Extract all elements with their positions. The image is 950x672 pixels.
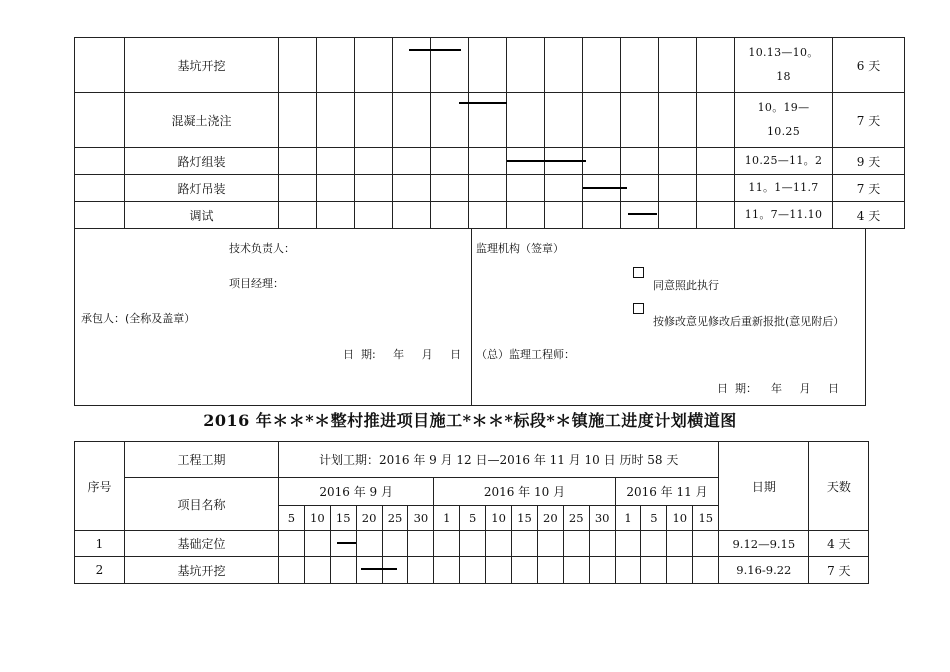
item-name: 调试 — [125, 202, 279, 229]
seq-cell — [75, 38, 125, 93]
date-header: 日期 — [719, 442, 809, 531]
day-tick: 25 — [382, 506, 408, 531]
day-tick: 15 — [330, 506, 356, 531]
gantt-bar — [628, 213, 657, 215]
revise-option-label: 按修改意见修改后重新报批(意见附后） — [653, 315, 845, 328]
day-tick: 5 — [641, 506, 667, 531]
table-row — [75, 38, 905, 93]
date-cell: 11。7—11.10 — [735, 202, 833, 229]
days-cell: 7 天 — [833, 175, 905, 202]
day-tick: 10 — [667, 506, 693, 531]
date-cell: 10.25—11。2 — [735, 148, 833, 175]
item-name: 基坑开挖 — [125, 557, 279, 584]
days-header: 天数 — [809, 442, 869, 531]
date-cell: 9.16-9.22 — [719, 557, 809, 584]
date-left-label: 日 期: 年 月 日 — [343, 348, 462, 361]
page-title: 2016 年＊＊*＊整村推进项目施工*＊＊*标段*＊镇施工进度计划横道图 — [203, 411, 737, 430]
day-tick: 5 — [279, 506, 305, 531]
contractor-label: 承包人：(全称及盖章） — [81, 312, 196, 325]
table-row — [75, 148, 905, 175]
item-name: 路灯吊装 — [125, 175, 279, 202]
month-oct: 2016 年 10 月 — [434, 478, 615, 506]
header-row — [75, 442, 869, 478]
table-row — [75, 531, 869, 557]
month-sep: 2016 年 9 月 — [279, 478, 434, 506]
day-tick: 10 — [486, 506, 512, 531]
days-cell: 9 天 — [833, 148, 905, 175]
day-tick: 25 — [563, 506, 589, 531]
seq-cell: 2 — [75, 557, 125, 584]
gantt-bar — [337, 542, 356, 544]
table-row — [75, 175, 905, 202]
date-cell: 10。19— 10.25 — [735, 93, 833, 148]
day-tick: 15 — [693, 506, 719, 531]
day-tick: 30 — [589, 506, 615, 531]
agree-option-label: 同意照此执行 — [653, 279, 719, 292]
item-name: 基坑开挖 — [125, 38, 279, 93]
item-name: 混凝土浇注 — [125, 93, 279, 148]
table-row — [75, 202, 905, 229]
days-cell: 6 天 — [833, 38, 905, 93]
date-cell: 9.12—9.15 — [719, 531, 809, 557]
item-name: 路灯组装 — [125, 148, 279, 175]
item-header: 项目名称 — [125, 478, 279, 531]
top-schedule-table — [74, 37, 905, 229]
table-row — [75, 557, 869, 584]
month-nov: 2016 年 11 月 — [615, 478, 719, 506]
agree-checkbox[interactable] — [633, 267, 644, 278]
day-tick: 30 — [408, 506, 434, 531]
project-manager-label: 项目经理： — [229, 277, 284, 290]
day-tick: 20 — [356, 506, 382, 531]
day-tick: 20 — [537, 506, 563, 531]
period-header: 工程工期 — [125, 442, 279, 478]
seq-cell: 1 — [75, 531, 125, 557]
date-cell: 11。1—11.7 — [735, 175, 833, 202]
days-cell: 4 天 — [809, 531, 869, 557]
day-tick: 5 — [460, 506, 486, 531]
planned-period: 计划工期：2016 年 9 月 12 日—2016 年 11 月 10 日 历时 58 天 — [279, 442, 719, 478]
table-row — [75, 93, 905, 148]
item-name: 基础定位 — [125, 531, 279, 557]
day-tick: 10 — [304, 506, 330, 531]
revise-checkbox[interactable] — [633, 303, 644, 314]
seq-header: 序号 — [75, 442, 125, 531]
date-cell: 10.13—10。 18 — [735, 38, 833, 93]
day-tick: 1 — [615, 506, 641, 531]
tech-lead-label: 技术负责人： — [229, 242, 295, 255]
chief-engineer-label: （总）监理工程师： — [476, 348, 575, 361]
day-tick: 1 — [434, 506, 460, 531]
day-tick: 15 — [512, 506, 538, 531]
bottom-schedule-table — [74, 441, 869, 584]
days-cell: 7 天 — [809, 557, 869, 584]
days-cell: 7 天 — [833, 93, 905, 148]
signature-divider — [471, 229, 472, 405]
gantt-bar — [459, 102, 507, 104]
days-cell: 4 天 — [833, 202, 905, 229]
supervisor-org-label: 监理机构（签章） — [476, 242, 564, 255]
date-right-label: 日 期： 年 月 日 — [717, 382, 839, 395]
